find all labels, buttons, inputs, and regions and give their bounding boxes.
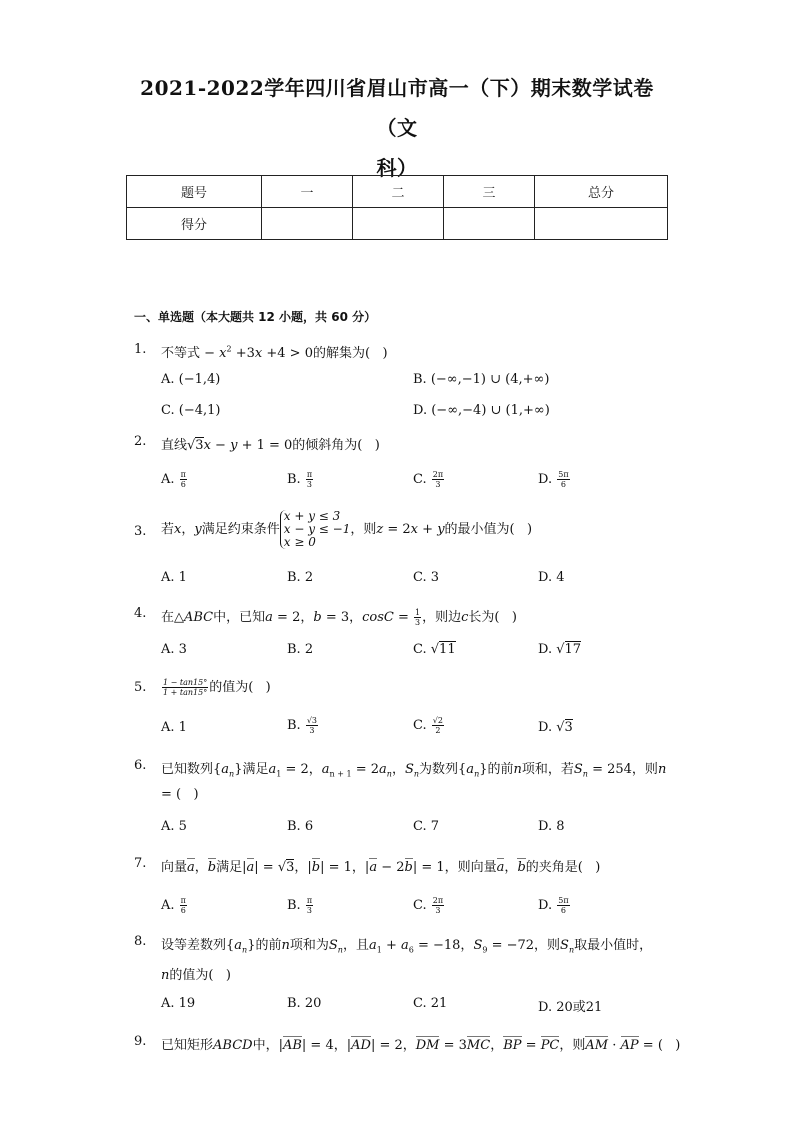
question-number: 8.: [134, 934, 147, 949]
option-d: D. (−∞,−4) ∪ (1,+∞): [413, 403, 550, 418]
question-number: 6.: [134, 758, 147, 773]
option-c: C. $\frac{2\pi}{3}$: [413, 470, 444, 489]
option-label: A.: [161, 472, 175, 487]
option-d: D. $\frac{5\pi}{6}$: [538, 470, 569, 489]
question-stem-cont: n的值为( ): [161, 968, 231, 983]
option-c: C. 21: [413, 996, 448, 1011]
question-8: [134, 934, 664, 955]
option-a: A. 3: [161, 642, 187, 657]
question-5: [134, 680, 664, 695]
score-row-label: 得分: [127, 208, 262, 240]
question-number: 5.: [134, 680, 147, 695]
option-label: B.: [287, 472, 301, 487]
title-line-1: 2021-2022学年四川省眉山市高一（下）期末数学试卷（文: [140, 76, 654, 140]
question-stem: 不等式 − $x^2 +3x +4 > 0$的解集为( ): [161, 344, 388, 361]
option-b: B. 2: [287, 642, 314, 657]
score-cell: [535, 208, 668, 240]
option-b: B. $\frac{√3}{3}$: [287, 716, 318, 735]
option-a: A. 1: [161, 570, 187, 585]
question-2: [134, 434, 664, 453]
score-header-cell: 题号: [127, 176, 262, 208]
option-d: D. 8: [538, 819, 565, 834]
question-stem: 设等差数列$\{a_n\}$的前n项和为$S_n$，且$a_1 + a_6 = -18$，$S_9 = -72$，则$S_n$取最小值时，: [161, 938, 653, 955]
question-7: [134, 856, 664, 875]
question-4: [134, 606, 664, 627]
score-header-cell: 总分: [535, 176, 668, 208]
score-cell: [262, 208, 353, 240]
option-b: B. 20: [287, 996, 322, 1011]
option-c: C. (−4,1): [161, 403, 221, 418]
option-c: C. $\frac{√2}{2}$: [413, 716, 443, 735]
option-b: B. $\frac{\pi}{3}$: [287, 896, 313, 915]
score-table: [126, 175, 668, 240]
option-b: B. (−∞,−1) ∪ (4,+∞): [413, 372, 550, 387]
question-3: [134, 509, 664, 549]
score-header-cell: 二: [353, 176, 444, 208]
score-table-row: [127, 208, 668, 240]
option-a: A. (−1,4): [161, 372, 221, 387]
option-a: A. 5: [161, 819, 187, 834]
option-label: B.: [287, 898, 301, 913]
option-label: C.: [413, 718, 427, 733]
question-stem: 直线√3x − y + 1 = 0的倾斜角为( ): [161, 438, 380, 453]
section-heading: 一、单选题（本大题共 12 小题，共 60 分）: [134, 310, 377, 324]
question-number: 7.: [134, 856, 147, 871]
option-label: C.: [413, 898, 427, 913]
question-stem: 若x，y满足约束条件x + y ≤ 3 x − y ≤ −1 x ≥ 0，则z = 2x + y的最小值为( ): [161, 509, 533, 549]
option-a: A. 1: [161, 720, 187, 735]
option-label: D.: [538, 642, 553, 657]
question-stem: 已知数列$\{a_n\}$满足$a_1 = 2$，$a_{n + 1} = 2a_n$，$S_n$为数列$\{a_n\}$的前n项和，若$S_n = 254$，则n: [161, 762, 667, 779]
question-1: [134, 342, 664, 361]
score-header-cell: 三: [444, 176, 535, 208]
option-b: B. 6: [287, 819, 314, 834]
question-stem: 已知矩形ABCD中，|AB| = 4，|AD| = 2，DM = 3MC，BP = PC，则AM · AP = ( ): [161, 1038, 681, 1053]
option-label: D.: [538, 898, 553, 913]
score-table-header-row: [127, 176, 668, 208]
option-a: A. 19: [161, 996, 196, 1011]
option-label: C.: [413, 472, 427, 487]
title-line-2: 科）: [376, 156, 418, 180]
option-label: A.: [161, 898, 175, 913]
option-d: D. 4: [538, 570, 565, 585]
option-a: A. $\frac{\pi}{6}$: [161, 470, 186, 489]
question-stem-cont: = ( ): [161, 787, 199, 802]
question-9: [134, 1034, 681, 1053]
question-number: 2.: [134, 434, 147, 449]
question-stem: 在△ABC中，已知a = 2，b = 3，cosC = $\frac{1}{3}$ ，则边c长为( ): [161, 608, 517, 627]
option-label: D.: [538, 720, 553, 735]
option-c: C. $\frac{2\pi}{3}$: [413, 896, 444, 915]
option-c: C. √11: [413, 642, 456, 657]
option-c: C. 3: [413, 570, 440, 585]
option-b: B. 2: [287, 570, 314, 585]
option-d: D. √3: [538, 720, 573, 735]
question-number: 3.: [134, 524, 147, 539]
question-stem: 向量a，b满足|a| = √3，|b| = 1，|a − 2b| = 1，则向量a，b的夹角是( ): [161, 860, 601, 875]
option-b: B. $\frac{\pi}{3}$: [287, 470, 313, 489]
score-cell: [353, 208, 444, 240]
question-stem: $\frac{1 - \tan 15^\circ}{1 + \tan 15^\circ}$ 的值为( ): [163, 678, 271, 697]
option-d: D. $\frac{5\pi}{6}$: [538, 896, 569, 915]
question-number: 1.: [134, 342, 147, 357]
option-label: B.: [287, 718, 301, 733]
option-label: D.: [538, 472, 553, 487]
question-number: 9.: [134, 1034, 147, 1049]
question-6: [134, 758, 667, 779]
option-d: D. √17: [538, 642, 582, 657]
option-label: C.: [413, 642, 427, 657]
score-header-cell: 一: [262, 176, 353, 208]
option-a: A. $\frac{\pi}{6}$: [161, 896, 186, 915]
option-c: C. 7: [413, 819, 440, 834]
score-cell: [444, 208, 535, 240]
question-number: 4.: [134, 606, 147, 621]
page-title: [120, 68, 674, 188]
option-d: D. 20或21: [538, 1000, 603, 1015]
